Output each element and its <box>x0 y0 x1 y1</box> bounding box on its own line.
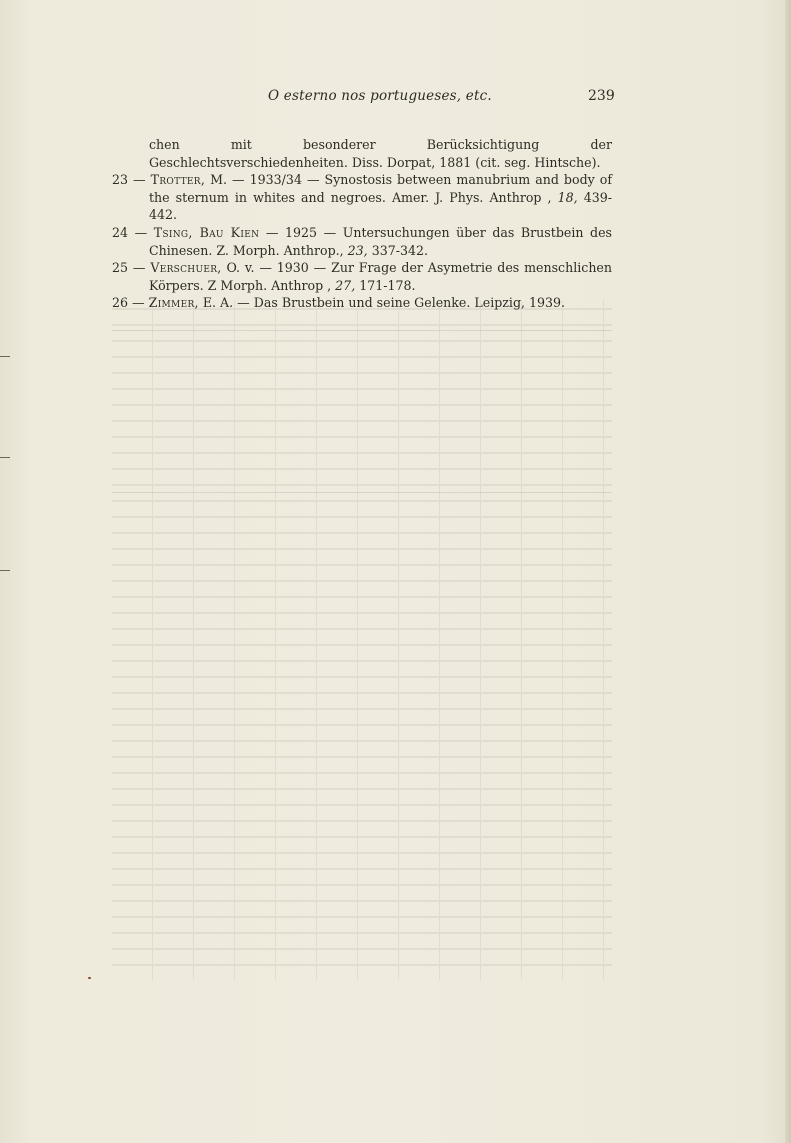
reference-author: Zimmer, <box>148 295 199 311</box>
reference-list <box>112 136 612 312</box>
reference-number: 23 <box>112 172 129 188</box>
reference-text: O. v. — 1930 — Zur Frage der Asymetrie des menschlichen Körpers. Z Morph. Anthrop , <box>149 260 612 293</box>
margin-mark <box>0 570 10 571</box>
reference-continuation <box>112 136 612 171</box>
show-through-rule <box>112 492 612 493</box>
reference-item: 26 — Zimmer, E. A. — Das Brustbein und seine Gelenke. Leipzig, 1939. <box>112 295 566 311</box>
reference-number: 26 <box>112 295 129 311</box>
reference-pages: 337-342. <box>371 242 429 258</box>
reference-pages: 439-442. <box>149 189 612 223</box>
reference-text: M. — 1933/34 — Synostosis between manubrium and body of the sternum in whites and negroes. Amer. J. Phys. Anthrop , <box>149 172 612 205</box>
reference-volume: 23, <box>347 242 368 258</box>
show-through-rule <box>112 330 612 331</box>
reference-volume: 27, <box>335 277 356 293</box>
page-edge <box>785 0 791 1143</box>
page-header <box>0 88 791 108</box>
reference-number: 25 <box>112 260 129 276</box>
reference-author: Verschuer, <box>150 260 222 276</box>
reference-author: Tsing, Bau Kien <box>153 224 260 240</box>
reference-text: E. A. — Das Brustbein und seine Gelenke. Leipzig, 1939. <box>202 295 566 311</box>
margin-mark <box>0 356 10 357</box>
paper-speck <box>88 977 91 979</box>
page-number: 239 <box>588 88 615 104</box>
show-through-table <box>112 300 612 980</box>
reference-item: 24 — Tsing, Bau Kien — 1925 — Untersuchungen über das Brustbein des Chinesen. Z. Morph. Anthrop., 23, 337-342. <box>112 224 612 258</box>
reference-author: Trotter, <box>150 172 206 188</box>
reference-number: 24 <box>112 224 129 240</box>
running-title: O esterno nos portugueses, etc. <box>268 88 492 104</box>
reference-item: 23 — Trotter, M. — 1933/34 — Synostosis between manubrium and body of the sternum in whites and negroes. Amer. J. Phys. Anthrop , 18, 439-442. <box>112 172 612 223</box>
reference-text: — 1925 — Untersuchungen über das Brustbein des Chinesen. Z. Morph. Anthrop., <box>149 224 612 258</box>
margin-mark <box>0 457 10 458</box>
reference-item: 25 — Verschuer, O. v. — 1930 — Zur Frage der Asymetrie des menschlichen Körpers. Z Morph. Anthrop , 27, 171-178. <box>112 260 612 293</box>
reference-volume: 18, <box>557 189 578 205</box>
reference-text: chen mit besonderer Berücksichtigung der Geschlechtsverschiedenheiten. Diss. Dorpat, 1881 (cit. seg. Hintsche). <box>149 137 612 170</box>
reference-pages: 171-178. <box>359 277 416 293</box>
